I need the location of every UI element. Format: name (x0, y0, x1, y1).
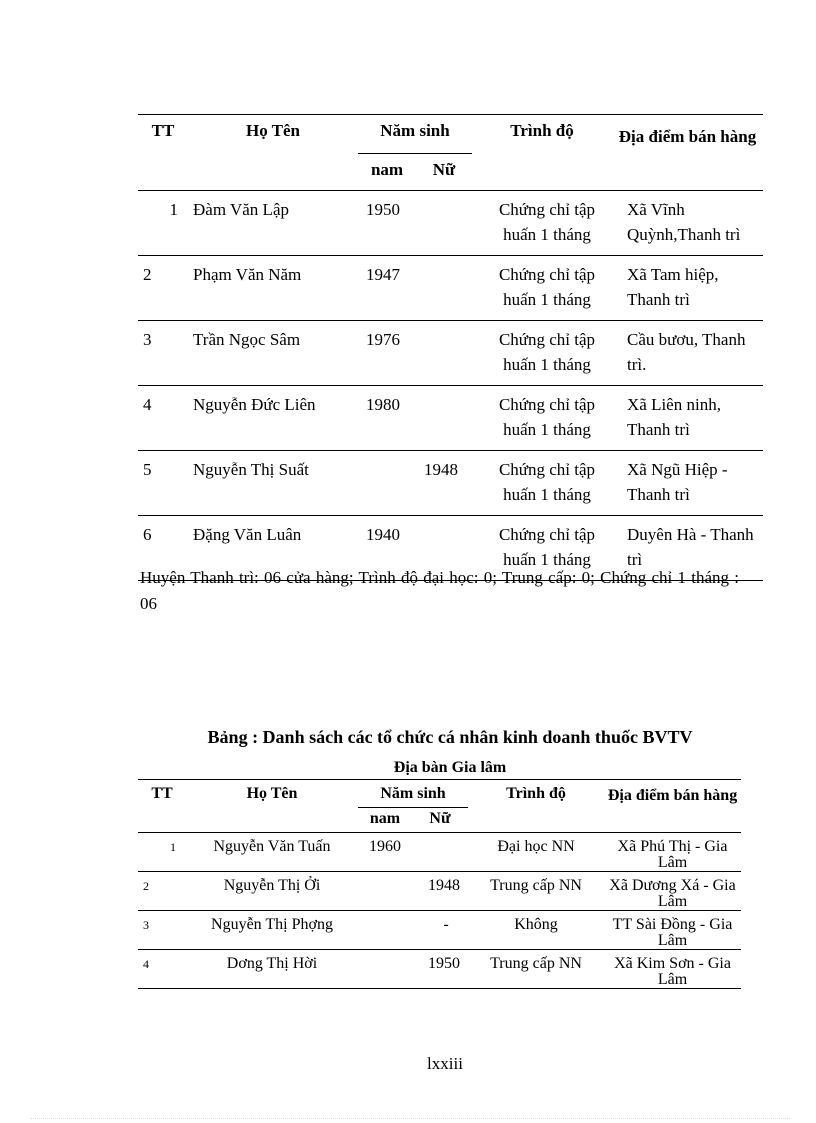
page-number: lxxiii (427, 1054, 463, 1073)
cell-level: Chứng chỉ tập huấn 1 tháng (498, 265, 596, 309)
cell-female: 1950 (428, 955, 461, 972)
footer-divider (30, 1118, 790, 1119)
cell-name: Trần Ngọc Sâm (193, 330, 301, 349)
cell-male: 1950 (366, 200, 400, 219)
cell-tt: 2 (143, 265, 152, 284)
cell-location: Xã Ngũ Hiệp - Thanh trì (627, 460, 728, 504)
cell-location: TT Sài Đồng - Gia Lâm (612, 916, 733, 949)
cell-level: Trung cấp NN (490, 877, 582, 894)
cell-level: Chứng chỉ tập huấn 1 tháng (498, 460, 596, 504)
table-row (138, 833, 741, 872)
cell-male (358, 911, 412, 950)
table-row (138, 256, 763, 321)
cell-tt: 4 (143, 395, 152, 414)
cell-name: Nguyễn Đức Liên (193, 395, 316, 414)
table-thanh-tri (138, 114, 763, 581)
header-name: Họ Tên (186, 780, 358, 833)
cell-level: Chứng chỉ tập huấn 1 tháng (498, 330, 596, 374)
cell-tt: 3 (143, 918, 149, 932)
cell-male: 1947 (366, 265, 400, 284)
cell-level: Không (514, 916, 558, 933)
cell-tt: 1 (169, 200, 178, 219)
cell-female (416, 191, 472, 256)
cell-tt: 4 (143, 957, 149, 971)
cell-female (416, 321, 472, 386)
cell-location: Xã Tam hiệp, Thanh trì (627, 265, 719, 309)
cell-female: 1948 (428, 877, 461, 894)
cell-male (358, 950, 412, 989)
cell-name: Nguyễn Văn Tuấn (213, 838, 331, 855)
header-female: Nữ (416, 154, 472, 191)
table-row (138, 321, 763, 386)
table-row (138, 386, 763, 451)
header-location: Địa điểm bán hàng (604, 780, 741, 833)
table-row (138, 950, 741, 989)
header-level: Trình độ (472, 115, 612, 191)
cell-tt: 3 (143, 330, 152, 349)
cell-location: Xã Liên ninh, Thanh trì (627, 395, 721, 439)
cell-location: Xã Phú Thị - Gia Lâm (617, 838, 728, 871)
cell-female (416, 386, 472, 451)
cell-name: Đàm Văn Lập (193, 200, 289, 219)
table-row (138, 872, 741, 911)
cell-male: 1940 (366, 525, 400, 544)
header-name: Họ Tên (188, 115, 358, 191)
header-female: Nữ (412, 808, 468, 833)
cell-location: Xã Vĩnh Quỳnh,Thanh trì (627, 200, 741, 244)
cell-tt: 6 (143, 525, 152, 544)
cell-female (416, 256, 472, 321)
cell-level: Chứng chỉ tập huấn 1 tháng (498, 525, 596, 569)
table-gia-lam (138, 779, 741, 989)
cell-female: 1948 (424, 460, 458, 479)
cell-level: Trung cấp NN (490, 955, 582, 972)
table-row (138, 911, 741, 950)
cell-location: Duyên Hà - Thanh trì (627, 525, 754, 569)
cell-location: Cầu bươu, Thanh trì. (627, 330, 746, 374)
cell-name: Đặng Văn Luân (193, 525, 302, 544)
header-location: Địa điểm bán hàng (612, 115, 763, 191)
cell-name: Dơng Thị Hời (226, 955, 318, 972)
header-tt: TT (138, 780, 186, 833)
cell-level: Chứng chỉ tập huấn 1 tháng (498, 200, 596, 244)
cell-tt: 5 (143, 460, 152, 479)
cell-male: 1960 (369, 838, 401, 855)
cell-male: 1980 (366, 395, 400, 414)
cell-female (412, 833, 468, 872)
header-birth-year: Năm sinh (358, 780, 468, 808)
cell-name: Nguyễn Thị Ởi (223, 877, 321, 894)
header-tt: TT (138, 115, 188, 191)
cell-name: Phạm Văn Năm (193, 265, 302, 284)
cell-name: Nguyễn Thị Suất (193, 460, 309, 479)
cell-male: 1976 (366, 330, 400, 349)
table-row (138, 191, 763, 256)
summary-text: Huyện Thanh trì: 06 cửa hàng; Trình độ đại học: 0; Trung cấp: 0; Chứng chỉ 1 tháng : 06 (140, 568, 739, 613)
table-caption: Bảng : Danh sách các tổ chức cá nhân kinh doanh thuốc BVTV (207, 727, 693, 747)
header-male: nam (358, 154, 416, 191)
cell-male (358, 872, 412, 911)
table-subcaption: Địa bàn Gia lâm (393, 759, 507, 776)
cell-location: Xã Dương Xá - Gia Lâm (609, 877, 736, 910)
cell-tt: 1 (170, 840, 176, 854)
table-row (138, 451, 763, 516)
header-level: Trình độ (468, 780, 604, 833)
cell-name: Nguyễn Thị Phợng (211, 916, 333, 933)
header-birth-year: Năm sinh (358, 115, 472, 154)
cell-female: - (443, 916, 449, 933)
cell-level: Chứng chỉ tập huấn 1 tháng (498, 395, 596, 439)
cell-level: Đại học NN (497, 838, 575, 855)
header-male: nam (358, 808, 412, 833)
cell-tt: 2 (143, 879, 149, 893)
cell-male (358, 451, 416, 516)
cell-location: Xã Kim Sơn - Gia Lâm (614, 955, 731, 988)
